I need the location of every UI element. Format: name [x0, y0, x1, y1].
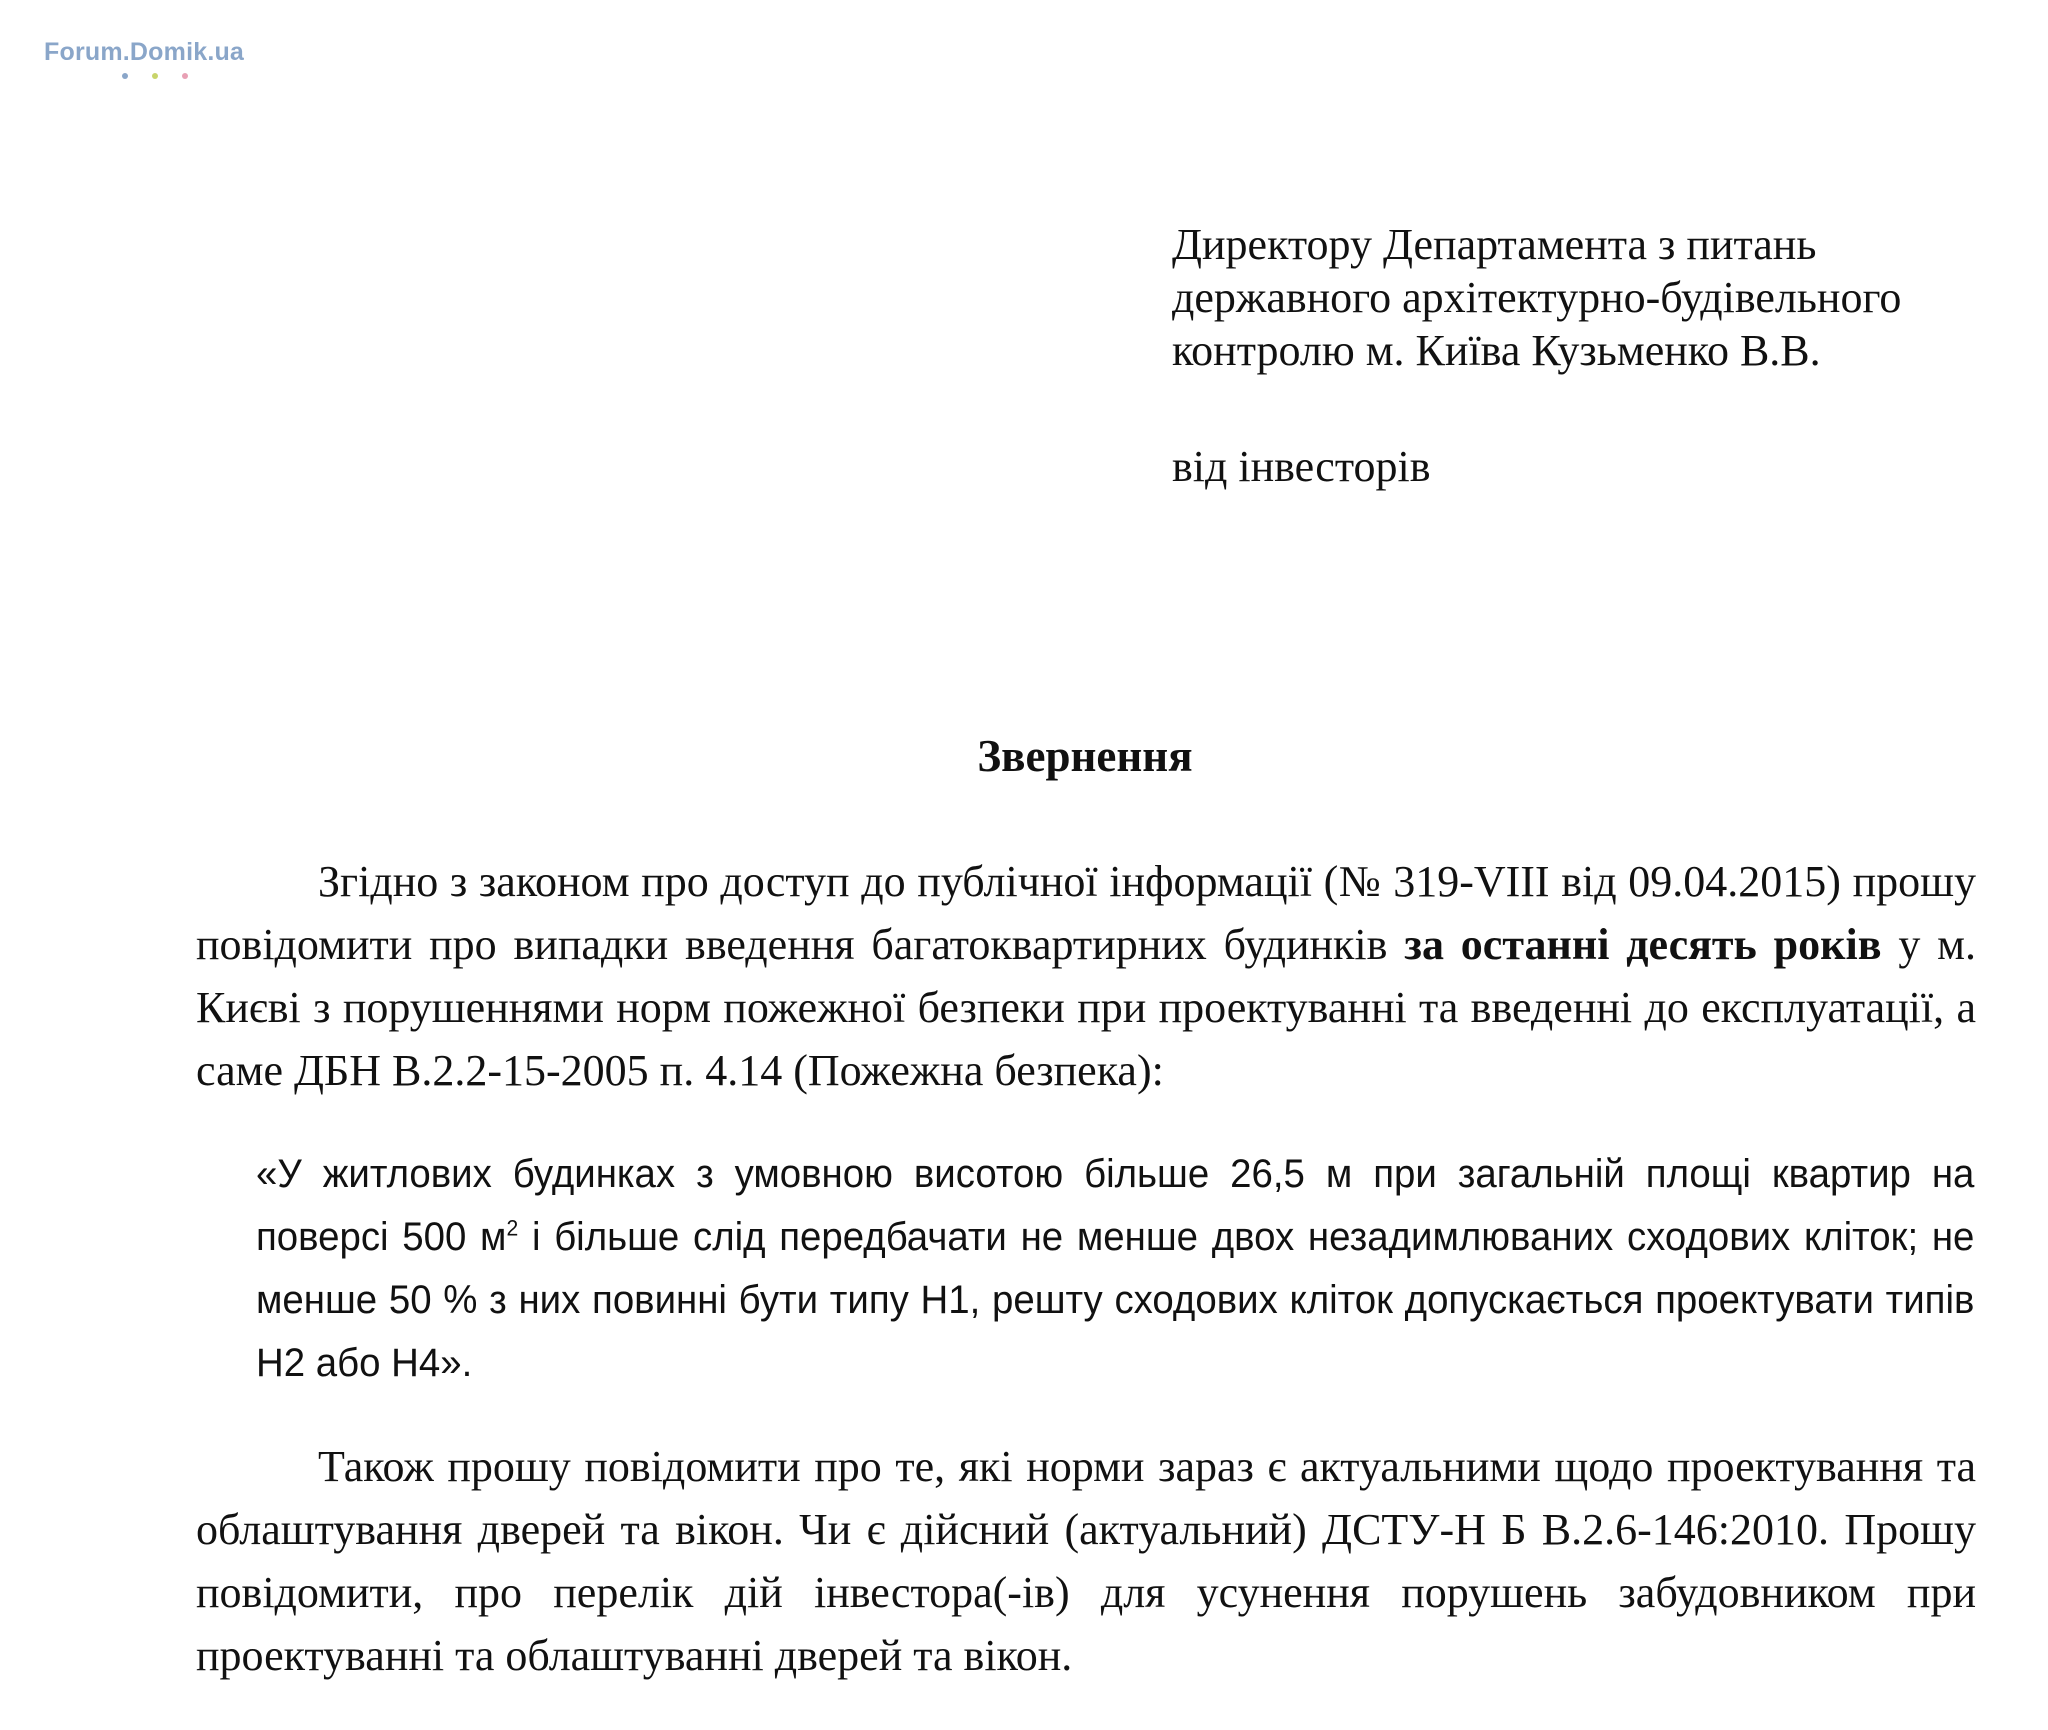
watermark-text: Forum.Domik.ua [44, 38, 245, 66]
quote-text-b: і більше слід передбачати не менше двох незадимлюваних сходових кліток; не менше 50 % з них повинні бути типу Н1, решту сходових кліток допускається проектувати типів Н2 або Н4». [256, 1215, 1975, 1385]
watermark-dot-pink [182, 73, 188, 79]
addressee-block [1172, 218, 1901, 377]
paragraph-second-request [196, 1435, 1976, 1687]
paragraph-second-text: Також прошу повідомити про те, які норми зараз є актуальними щодо проектування та облаштування дверей та вікон. Чи є дійсний (актуальний) ДСТУ-Н Б В.2.6-146:2010. Прошу повідомити, про перелік дій інвестора(-ів) для усунення порушень забудовником при проектуванні та облаштуванні дверей та вікон. [196, 1442, 1976, 1680]
watermark-logo [44, 38, 244, 85]
addressee-line-1: Директору Департамента з питань [1172, 220, 1817, 269]
document-title: Звернення [977, 731, 1193, 781]
quote-text-a: «У житлових будинках з умовною висотою більше 26,5 м при загальній площі квартир на поверсі 500 м [256, 1152, 1975, 1259]
watermark-dot-green [152, 73, 158, 79]
paragraph-request [196, 850, 1976, 1102]
paragraph-request-text-b: у м. Києві з порушеннями норм пожежної безпеки при проектуванні та введенні до експлуатації, а саме ДБН В.2.2-15-2005 п. 4.14 (Пожежна безпека): [196, 920, 1977, 1095]
quote-superscript: 2 [506, 1215, 519, 1241]
addressee-line-3: контролю м. Київа Кузьменко В.В. [1172, 326, 1821, 375]
watermark-dots [44, 71, 244, 85]
paragraph-request-text-a: Згідно з законом про доступ до публічної інформації (№ 319-VIII від 09.04.2015) прошу повідомити про випадки введення багатоквартирних будинків [196, 857, 1976, 969]
paragraph-request-bold: за останні десять років [1404, 920, 1882, 969]
addressee-line-2: державного архітектурно-будівельного [1172, 273, 1902, 322]
sender-line: від інвесторів [1172, 442, 1431, 491]
quoted-regulation [256, 1143, 1974, 1395]
watermark-dot-blue [122, 73, 128, 79]
